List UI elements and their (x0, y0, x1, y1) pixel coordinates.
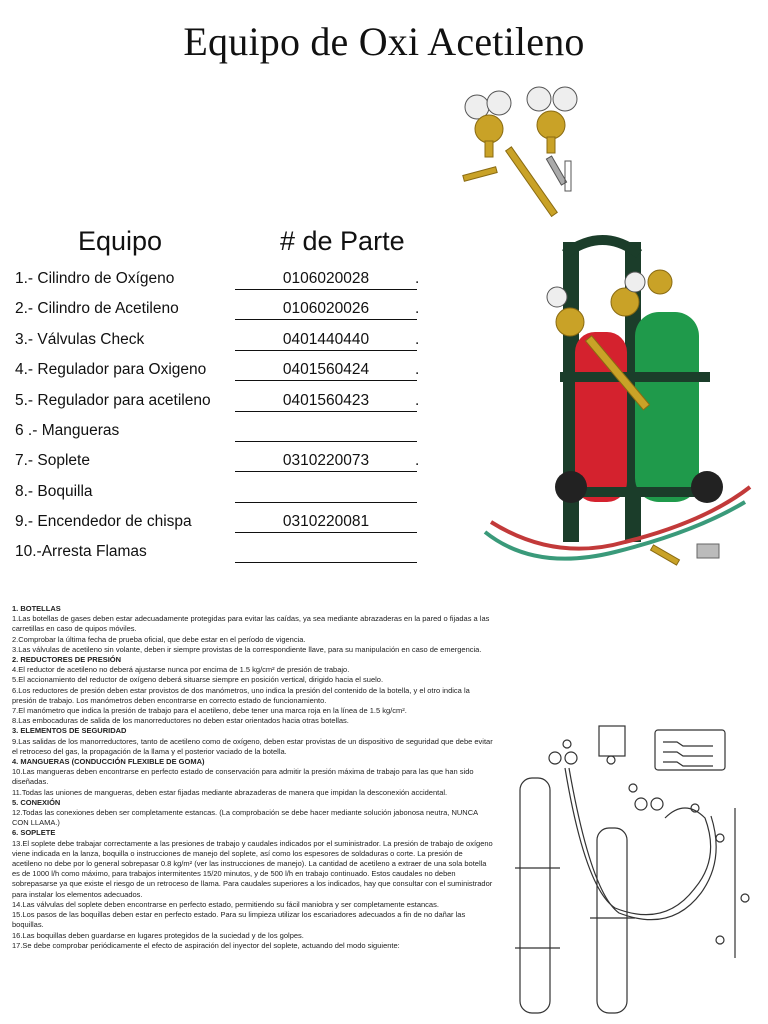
equipment-label: 6 .- Mangueras (15, 422, 120, 439)
rule-heading: 2. REDUCTORES DE PRESIÓN (12, 655, 122, 665)
equipment-label: 10.-Arresta Flamas (15, 543, 147, 560)
equipment-label: 1.- Cilindro de Oxígeno (15, 270, 175, 287)
header-equipo: Equipo (78, 226, 163, 256)
part-number: 0401560423 (235, 392, 417, 412)
rule-item: 12.Todas las conexiones deben ser completamente estancas. (La comprobación se debe hacer mediante solución jabonosa neutra, NUNCA CON LLAMA.) (12, 808, 478, 828)
rule-item: 14.Las válvulas del soplete deben encontrarse en perfecto estado, permitiendo su fácil maniobra y ser completamente estancas. (12, 899, 439, 909)
part-number (235, 543, 417, 563)
equipment-label: 9.- Encendedor de chispa (15, 513, 192, 530)
part-number: 0401560424 (235, 361, 417, 381)
part-number (235, 422, 417, 442)
part-number: 0310220081 (235, 513, 417, 533)
part-number: 0106020026 (235, 300, 417, 320)
rule-item: 11.Todas las uniones de mangueras, deben estar fijadas mediante abrazaderas de manera que impidan la desconexión accidental. (12, 787, 448, 797)
part-number: 0310220073 (235, 452, 417, 472)
equipment-label: 2.- Cilindro de Acetileno (15, 300, 179, 317)
rule-item: 4.El reductor de acetileno no deberá ajustarse nunca por encima de 1.5 kg/cm² de presión de trabajo. (12, 665, 350, 675)
rule-item: 6.Los reductores de presión deben estar provistos de dos manómetros, uno indica la presión del contenido de la botella, y el otro indica la presión de trabajo. Los manómetros deben encontrarse en correcto estado de funcionamiento. (12, 685, 470, 705)
safety-rules (12, 604, 494, 951)
rule-heading: 3. ELEMENTOS DE SEGURIDAD (12, 726, 127, 736)
rule-item: 16.Las boquillas deben guardarse en lugares protegidos de la suciedad y de los golpes. (12, 930, 304, 940)
header-part-number: # de Parte (280, 226, 405, 256)
page-title: Equipo de Oxi Acetileno (183, 19, 585, 64)
equipment-label: 7.- Soplete (15, 452, 90, 469)
installation-diagram (505, 718, 760, 1018)
rule-item: 8.Las embocaduras de salida de los manorreductores no deben estar orientados hacia otras botellas. (12, 716, 349, 726)
rule-heading: 1. BOTELLAS (12, 604, 61, 613)
part-number (235, 483, 417, 503)
rule-item: 2.Comprobar la última fecha de prueba oficial, que debe estar en el período de vigencia. (12, 634, 306, 644)
equipment-label: 4.- Regulador para Oxigeno (15, 361, 207, 378)
rule-heading: 4. MANGUERAS (CONDUCCIÓN FLEXIBLE DE GOMA) (12, 757, 205, 767)
equipment-label: 8.- Boquilla (15, 483, 93, 500)
rule-item: 13.El soplete debe trabajar correctamente a las presiones de trabajo y caudales indicados por el suministrador. La presión de trabajo de oxígeno viene indicada en la lanza, boquilla o instrucciones de manejo del soplete, así como los espesores de soldaduras o corte. La presión de acetileno no debe por lo general sobrepasar 0.8 kg/m² (ver las instrucciones de manejo). La cantidad de acetileno a extraer de una sola botella es de 1000 l/h como máximo, para trabajos intermitentes 15/20 minutos, y de 500 l/h en trabajo continuado. Estos caudales no deben sobrepasarse ya que existe el riesgo de un retroceso de llama. Para caudales superiores a los indicados, hay que consultar con el suministrador para instalar los elementos adecuados. (12, 838, 493, 899)
rule-heading: 6. SOPLETE (12, 828, 56, 838)
rule-item: 15.Los pasos de las boquillas deben estar en perfecto estado. Para su limpieza utilizar los escariadores adecuados a fin de no dañar las boquillas. (12, 910, 466, 930)
rule-item: 1.Las botellas de gases deben estar adecuadamente protegidas para evitar las caídas, ya sea mediante abrazaderas en la pared o fijadas a las carretillas en caso de quipos móviles. (12, 614, 490, 634)
cylinder-cart-illustration (475, 232, 765, 582)
rule-item: 5.El accionamiento del reductor de oxígeno deberá situarse siempre en posición vertical, dirigido hacia el suelo. (12, 675, 384, 685)
equipment-label: 5.- Regulador para acetileno (15, 392, 211, 409)
part-number: 0106020028 (235, 270, 417, 290)
rule-item: 7.El manómetro que indica la presión de trabajo para el acetileno, debe tener una marca roja en la línea de 1.5 kg/cm². (12, 706, 407, 716)
rule-item: 9.Las salidas de los manorreductores, tanto de acetileno como de oxígeno, deben estar provistas de un dispositivo de seguridad que debe evitar el retroceso del gas, la propagación de la llama y el posterior vaciado de la botella. (12, 736, 493, 756)
rule-item: 17.Se debe comprobar periódicamente el efecto de aspiración del inyector del soplete, actuando del modo siguiente: (12, 940, 400, 950)
rule-item: 3.Las válvulas de acetileno sin volante, deben ir siempre provistas de la correspondiente llave, para su manipulación en caso de emergencia. (12, 644, 482, 654)
equipment-label: 3.- Válvulas Check (15, 331, 145, 348)
rule-item: 10.Las mangueras deben encontrarse en perfecto estado de conservación para admitir la presión máxima de trabajo para las que han sido diseñadas. (12, 767, 474, 787)
part-number: 0401440440 (235, 331, 417, 351)
rule-heading: 5. CONEXIÓN (12, 797, 61, 807)
